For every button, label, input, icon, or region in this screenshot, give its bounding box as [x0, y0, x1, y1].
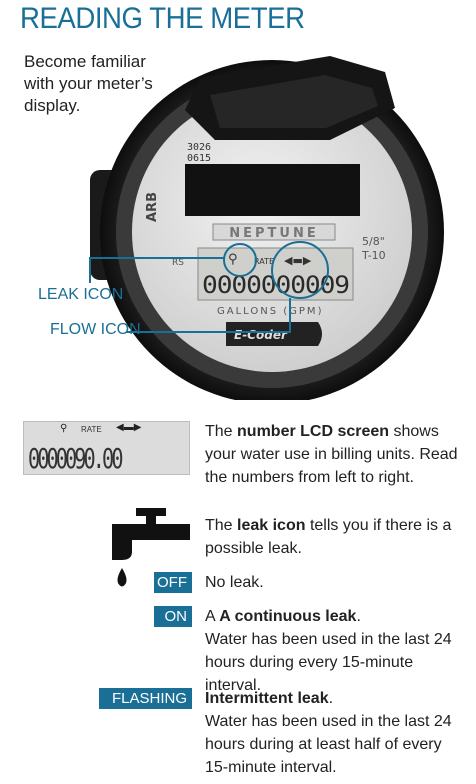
meter-rate-label: RATE [254, 257, 275, 266]
intro-text: Become familiar with your meter’s display. [24, 52, 153, 115]
lcd-desc-pre: The [205, 423, 238, 440]
meter-flow-glyph: ◀▬▶ [284, 254, 312, 267]
state-flashing-bold: Intermittent leak [205, 690, 329, 707]
meter-badge: E-Coder [234, 328, 287, 342]
state-flashing-period: . [328, 690, 334, 707]
state-off-text: No leak. [205, 574, 264, 591]
lcd-desc-post: shows your water use in billing units. Read the numbers from left to right. [205, 423, 458, 486]
meter-serial-bottom: 0615 [187, 153, 212, 164]
leak-desc-bold: leak icon [237, 517, 306, 534]
meter-size-label: 5/8" [362, 235, 385, 248]
lcd-description [205, 420, 460, 489]
state-on-description [205, 605, 467, 697]
state-flashing-description [205, 687, 460, 779]
meter-side-logo: ARB [145, 192, 160, 222]
state-on-bold: A continuous leak [219, 608, 357, 625]
lcd-leak-icon: ⚲ [60, 423, 68, 434]
meter-serial-top: 3026 [187, 142, 212, 153]
meter-rs-label: RS [172, 258, 184, 268]
page-title: READING THE METER [20, 2, 305, 35]
leak-icon-callout: LEAK ICON [38, 286, 124, 303]
state-tag-on: ON [154, 606, 192, 627]
state-on-text: Water has been used in the last 24 hours during every 15-minute interval. [205, 631, 452, 694]
meter-brand: NEPTUNE [229, 226, 319, 241]
flow-icon-callout: FLOW ICON [50, 321, 141, 338]
leak-desc-post: tells you if there is a possible leak. [205, 517, 452, 557]
leak-description [205, 514, 460, 560]
lcd-flow-icon: ◀▬▶ [116, 422, 142, 433]
lcd-rate-label: RATE [81, 425, 102, 434]
state-flashing-text: Water has been used in the last 24 hours during at least half of every 15-minute interval. [205, 713, 452, 776]
meter-model-label: T-10 [362, 249, 386, 262]
meter-window [185, 164, 360, 216]
leak-desc-pre: The [205, 517, 238, 534]
lcd-digits: 0000090.00 [28, 442, 121, 475]
state-tag-flashing: FLASHING [99, 688, 192, 709]
state-on-period: . [356, 608, 361, 625]
lcd-desc-bold: number LCD screen [237, 423, 390, 440]
meter-leak-glyph: ⚲ [228, 252, 238, 267]
state-on-prefix: A [205, 608, 220, 625]
lcd-example [23, 421, 190, 475]
meter-units: GALLONS (GPM) [217, 306, 324, 317]
state-tag-off: OFF [154, 572, 192, 593]
meter-digits: 0000000009 [202, 271, 349, 299]
